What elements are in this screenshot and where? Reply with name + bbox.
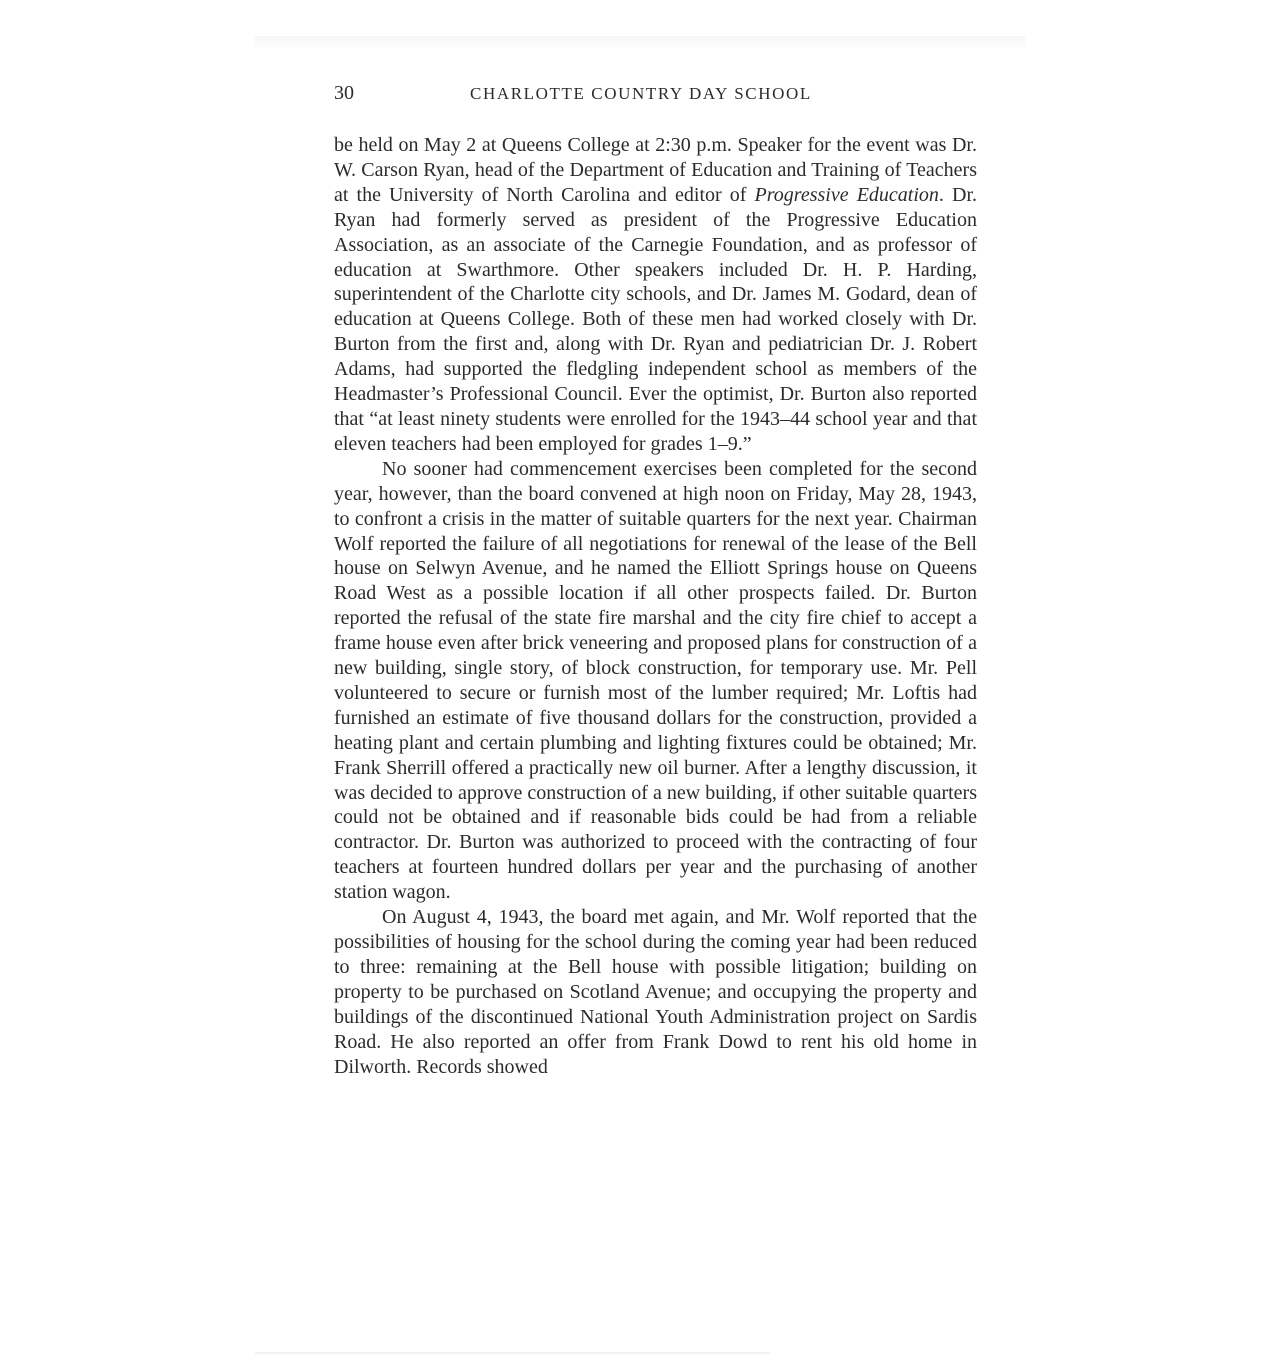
paragraph-text: be held on May 2 at Queens College at 2:30 p.m. Speaker for the event was Dr. W. Carson Ryan, head of the Department of Education and Training of Teachers at the University of North Carolina and editor of bbox=[334, 134, 977, 206]
body-text bbox=[334, 133, 977, 1079]
scan-edge-bottom bbox=[255, 1352, 770, 1354]
scan-shadow-top bbox=[255, 36, 1025, 50]
paragraph-continued bbox=[334, 133, 977, 457]
paragraph: No sooner had commencement exercises been completed for the second year, however, than the board convened at high noon on Friday, May 28, 1943, to confront a crisis in the matter of suitable quarters for the next year. Chairman Wolf reported the failure of all negotiations for renewal of the lease of the Bell house on Selwyn Avenue, and he named the Elliott Springs house on Queens Road West as a possible location if all other prospects failed. Dr. Burton reported the refusal of the state fire marshal and the city fire chief to accept a frame house even after brick veneering and proposed plans for construction of a new building, single story, of block construction, for temporary use. Mr. Pell volunteered to secure or furnish most of the lumber required; Mr. Loftis had furnished an estimate of five thousand dollars for the construction, provided a heating plant and certain plumbing and lighting fixtures could be obtained; Mr. Frank Sherrill offered a practically new oil burner. After a lengthy discussion, it was decided to approve construction of a new building, if other suitable quarters could not be obtained and if reasonable bids could be had from a reliable contractor. Dr. Burton was authorized to proceed with the contracting of four teachers at fourteen hundred dollars per year and the purchasing of another station wagon. bbox=[334, 457, 977, 904]
page-number: 30 bbox=[334, 82, 354, 104]
publication-title: Progressive Education bbox=[754, 183, 939, 206]
paragraph: On August 4, 1943, the board met again, and Mr. Wolf reported that the possibilities of housing for the school during the coming year had been reduced to three: remaining at the Bell house with possible litigation; building on property to be purchased on Scotland Avenue; and occupying the property and buildings of the discontinued National Youth Administration project on Sardis Road. He also reported an offer from Frank Dowd to rent his old home in Dilworth. Records showed bbox=[334, 906, 977, 1078]
page-header bbox=[334, 80, 980, 108]
running-head: CHARLOTTE COUNTRY DAY SCHOOL bbox=[470, 84, 812, 103]
paragraph-text: . Dr. Ryan had formerly served as president of the Progressive Education Association, as an associate of the Carnegie Foundation, and as professor of education at Swarthmore. Other speakers included Dr. H. P. Harding, superintendent of the Charlotte city schools, and Dr. James M. Godard, dean of education at Queens College. Both of these men had worked closely with Dr. Burton from the first and, along with Dr. Ryan and pediatrician Dr. J. Robert Adams, had supported the fledgling independent school as members of the Headmaster’s Professional Council. Ever the optimist, Dr. Burton also reported that “at least ninety students were enrolled for the 1943–44 school year and that eleven teachers had been employed for grades 1–9.” bbox=[334, 183, 978, 455]
